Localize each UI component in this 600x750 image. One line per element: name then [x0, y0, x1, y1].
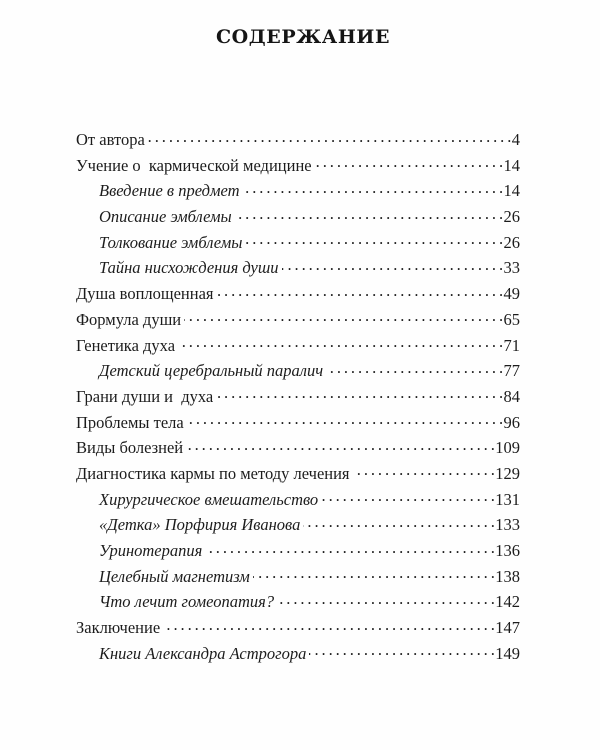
dot-leader [253, 565, 494, 582]
toc-entry-label: Уринотерапия [99, 541, 203, 560]
toc-entry-page: 136 [495, 541, 520, 560]
dot-leader [187, 411, 503, 428]
toc-entry-ot-avtora [76, 127, 520, 153]
toc-entry-page: 147 [495, 618, 520, 638]
toc-entry-vidy-bolezney [76, 435, 520, 461]
toc-entry-label: Что лечит гомеопатия? [99, 592, 275, 612]
dot-leader [303, 514, 494, 531]
dot-leader [353, 462, 495, 479]
toc-entry-page: 131 [495, 489, 520, 509]
toc-subentry-knigi-astrogora [76, 641, 520, 667]
toc-entry-label: Генетика духа [76, 335, 176, 355]
toc-subentry-tayna-niskhozhdeniya [76, 255, 520, 281]
toc-subentry-khirurgicheskoe [76, 487, 520, 513]
dot-leader [277, 591, 494, 608]
dot-leader [216, 385, 502, 402]
toc-entry-label: Введение в предмет [99, 181, 240, 201]
toc-subentry-detskiy-paralich [76, 358, 520, 384]
toc-entry-zaklyuchenie [76, 615, 520, 641]
toc-entry-label: Толкование эмблемы [99, 232, 243, 252]
toc-entry-label: Виды болезней [76, 438, 184, 458]
dot-leader [326, 360, 502, 377]
toc-entry-dusha-voploshchennaya [76, 281, 520, 307]
toc-entry-diagnostika-karmy [76, 461, 520, 487]
dot-leader [184, 308, 502, 325]
toc-entry-label: От автора [76, 130, 145, 149]
toc-subentry-gomeopatiya [76, 589, 520, 615]
toc-entry-label: Описание эмблемы [99, 207, 232, 227]
toc-subentry-vvedenie [76, 178, 520, 204]
toc-subentry-celebnyy-magnetizm [76, 564, 520, 590]
toc-entry-label: Книги Александра Астрогора [99, 643, 307, 663]
toc-entry-label: Проблемы тела [76, 412, 184, 432]
dot-leader [315, 154, 503, 171]
toc-entry-uchenie [76, 153, 520, 179]
toc-entry-page: 26 [503, 207, 520, 227]
toc-entry-label: Душа воплощенная [76, 284, 214, 304]
dot-leader [245, 231, 502, 248]
toc-entry-page: 149 [495, 643, 520, 663]
toc-entry-page: 14 [503, 155, 520, 175]
dot-leader [186, 437, 494, 454]
toc-subentry-urinoterapiya [76, 538, 520, 564]
dot-leader [309, 642, 494, 659]
toc-entry-label: Грани души и духа [76, 386, 214, 406]
toc-entry-page: 138 [495, 566, 520, 586]
toc-entry-label: Заключение [76, 618, 161, 638]
toc-entry-page: 33 [503, 258, 520, 278]
page-title: СОДЕРЖАНИЕ [215, 26, 391, 48]
toc-entry-genetika-dukha [76, 333, 520, 359]
toc-entry-label: Учение о кармической медицине [76, 155, 312, 175]
toc-entry-page: 133 [495, 515, 520, 535]
toc-entry-page: 129 [495, 463, 520, 483]
toc-entry-label: Детский церебральный паралич [99, 361, 324, 381]
toc-entry-formula-dushi [76, 307, 520, 333]
toc-subentry-detka-porfiriya [76, 512, 520, 538]
dot-leader [235, 206, 503, 223]
dot-leader [178, 334, 502, 351]
dot-leader [282, 257, 503, 274]
toc-entry-page: 77 [503, 361, 520, 381]
toc-entry-page: 49 [503, 284, 520, 304]
dot-leader [217, 283, 503, 300]
dot-leader [205, 540, 494, 557]
toc-entry-label: Тайна нисхождения души [99, 258, 279, 278]
toc-entry-label: Целебный магнетизм [99, 566, 250, 586]
dot-leader [163, 617, 494, 634]
toc-entry-label: Хирургическое вмешательство [99, 489, 319, 509]
toc-entry-label: Формула души [76, 309, 182, 329]
dot-leader [148, 129, 511, 146]
toc-entry-page: 84 [503, 386, 520, 406]
toc-entry-label: «Детка» Порфирия Иванова [99, 515, 301, 535]
toc-entry-page: 96 [503, 412, 520, 432]
toc-entry-page: 26 [503, 232, 520, 252]
toc-entry-label: Диагностика кармы по методу лечения [76, 463, 350, 483]
toc-subentry-tolkovanie-emblemy [76, 230, 520, 256]
toc-entry-page: 109 [495, 438, 520, 458]
table-of-contents [76, 127, 520, 666]
dot-leader [321, 488, 494, 505]
toc-entry-page: 142 [495, 592, 520, 612]
dot-leader [243, 180, 503, 197]
toc-entry-page: 14 [503, 181, 520, 201]
toc-entry-page: 65 [503, 309, 520, 329]
toc-entry-page: 71 [503, 335, 520, 355]
toc-entry-problemy-tela [76, 410, 520, 436]
toc-subentry-opisanie-emblemy [76, 204, 520, 230]
toc-entry-page: 4 [511, 130, 520, 149]
toc-entry-grani-dushi [76, 384, 520, 410]
